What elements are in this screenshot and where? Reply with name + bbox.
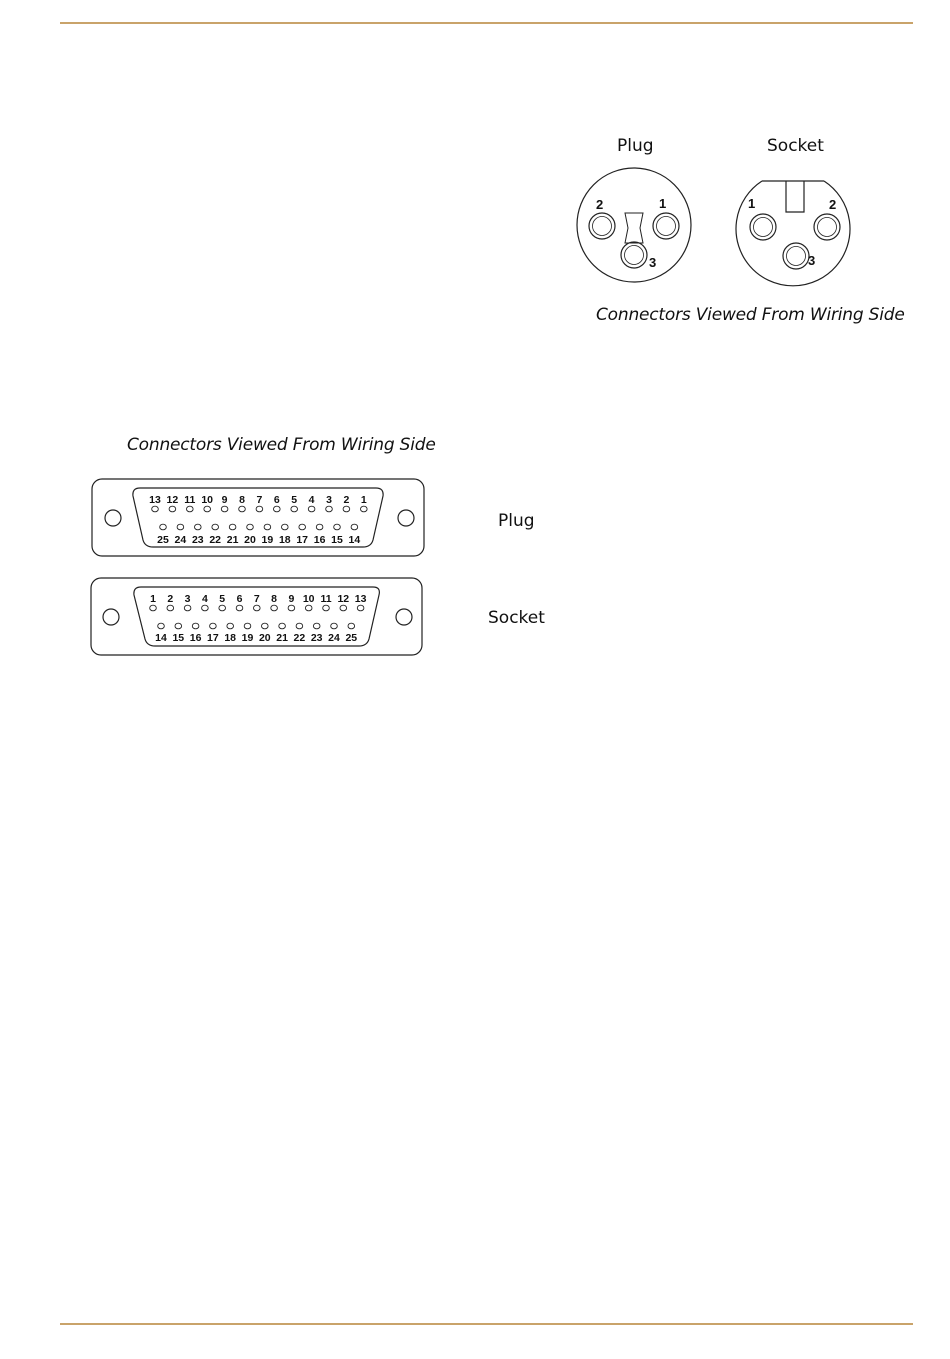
dsub-socket-bottom-pin-hole	[158, 623, 165, 629]
dsub-socket-bottom-pin-hole	[210, 623, 217, 629]
dsub-plug-top-pin-hole	[221, 506, 228, 512]
dsub-socket-top-pin-hole	[357, 605, 364, 611]
dsub-plug-top-pin-number: 9	[221, 494, 228, 506]
dsub-socket-top-pin-hole	[340, 605, 347, 611]
dsub-socket-bottom-pin-number: 20	[258, 632, 271, 644]
xlr-plug-key	[625, 213, 643, 243]
dsub-plug-top-pin-hole	[274, 506, 281, 512]
dsub-socket-bottom-pin-hole	[279, 623, 286, 629]
dsub-socket-top-pin-number: 9	[288, 593, 295, 605]
dsub-plug-top-pin-number: 13	[149, 494, 161, 506]
dsub-socket-top-pin-hole	[271, 605, 278, 611]
dsub-socket-bottom-pin-number: 23	[310, 632, 323, 644]
dsub-socket-top-pin-hole	[288, 605, 295, 611]
dsub-plug-top-pin-number: 10	[201, 494, 214, 506]
dsub-plug-mount-left	[105, 510, 121, 526]
dsub-plug-top-pin-hole	[239, 506, 246, 512]
dsub-plug-bottom-pin-hole	[195, 524, 202, 530]
dsub-caption: Connectors Viewed From Wiring Side	[127, 435, 436, 455]
dsub-socket-top-pin-number: 11	[320, 593, 332, 605]
dsub-socket-bottom-pin-hole	[262, 623, 269, 629]
dsub-plug-top-pin-hole	[343, 506, 350, 512]
dsub-socket-bottom-pin-number: 21	[276, 632, 288, 644]
dsub-plug-bottom-pin-hole	[160, 524, 167, 530]
dsub-plug-top-pin-number: 7	[256, 494, 263, 506]
xlr-socket-label: Socket	[767, 136, 824, 156]
dsub-plug-top-pin-number: 3	[326, 494, 332, 506]
dsub-plug-bottom-pin-hole	[316, 524, 323, 530]
dsub-plug-top-pin-hole	[326, 506, 333, 512]
dsub-socket-connector	[91, 578, 422, 655]
dsub-plug-top-pin-hole	[291, 506, 298, 512]
dsub-plug-bottom-pin-number: 25	[157, 534, 169, 546]
dsub-plug-connector	[92, 479, 424, 556]
dsub-socket-bottom-pin-hole	[175, 623, 182, 629]
dsub-plug-top-pin-hole	[204, 506, 211, 512]
dsub-socket-bottom-pin-hole	[331, 623, 338, 629]
dsub-socket-top-pin-number: 4	[201, 593, 208, 605]
dsub-socket-bottom-pin-number: 15	[172, 632, 185, 644]
xlr-socket-num-3: 3	[808, 253, 816, 268]
dsub-plug-bottom-pin-number: 19	[261, 534, 274, 546]
dsub-plug-bottom-pin-hole	[334, 524, 341, 530]
dsub-plug-bottom-pin-hole	[177, 524, 184, 530]
dsub-plug-top-pin-hole	[308, 506, 315, 512]
dsub-plug-bottom-pin-hole	[282, 524, 289, 530]
dsub-socket-top-pin-number: 8	[271, 593, 278, 605]
dsub-plug-bottom-pin-number: 22	[209, 534, 222, 546]
dsub-socket-bottom-pin-number: 22	[293, 632, 306, 644]
dsub-socket-bottom-pin-hole	[296, 623, 303, 629]
xlr-socket-key	[786, 181, 804, 212]
dsub-plug-top-pin-hole	[169, 506, 176, 512]
dsub-plug-bottom-pin-number: 23	[191, 534, 204, 546]
xlr-plug-num-2: 2	[596, 197, 604, 212]
dsub-socket-top-pin-hole	[236, 605, 243, 611]
dsub-plug-bottom-pin-hole	[299, 524, 306, 530]
dsub-socket-bottom-pin-number: 25	[345, 632, 358, 644]
dsub-socket-top-pin-hole	[219, 605, 226, 611]
dsub-socket-top-pin-number: 6	[236, 593, 243, 605]
dsub-socket-pins	[150, 593, 367, 644]
xlr-plug-num-1: 1	[659, 196, 667, 211]
xlr-socket-num-1: 1	[748, 196, 756, 211]
dsub-plug-top-pin-number: 6	[273, 494, 280, 506]
dsub-plug-top-pin-number: 2	[343, 494, 350, 506]
xlr-caption: Connectors Viewed From Wiring Side	[596, 305, 905, 325]
dsub-plug-bottom-pin-number: 24	[174, 534, 187, 546]
dsub-socket-top-pin-number: 10	[302, 593, 315, 605]
dsub-socket-top-pin-number: 1	[150, 593, 156, 605]
xlr-socket-num-2: 2	[829, 197, 837, 212]
dsub-plug-top-pin-number: 8	[239, 494, 245, 506]
dsub-socket-mount-left	[103, 609, 119, 625]
dsub-plug-pins	[149, 494, 367, 546]
dsub-plug-top-pin-hole	[361, 506, 368, 512]
dsub-plug-top-pin-number: 12	[166, 494, 179, 506]
dsub-socket-top-pin-number: 13	[354, 593, 367, 605]
dsub-socket-top-pin-number: 12	[337, 593, 350, 605]
dsub-plug-bottom-pin-hole	[264, 524, 271, 530]
dsub-socket-bottom-pin-hole	[313, 623, 320, 629]
dsub-plug-mount-right	[398, 510, 414, 526]
dsub-plug-top-pin-hole	[152, 506, 159, 512]
dsub-socket-top-pin-hole	[150, 605, 157, 611]
dsub-plug-bottom-pin-hole	[351, 524, 358, 530]
dsub-socket-top-pin-hole	[184, 605, 191, 611]
dsub-plug-shell	[92, 479, 424, 556]
dsub-plug-top-pin-hole	[187, 506, 194, 512]
dsub-plug-bottom-pin-number: 15	[331, 534, 343, 546]
dsub-plug-bottom-pin-hole	[247, 524, 254, 530]
dsub-socket-shell	[91, 578, 422, 655]
dsub-socket-bottom-pin-hole	[192, 623, 199, 629]
dsub-socket-bottom-pin-hole	[227, 623, 234, 629]
dsub-plug-label: Plug	[498, 511, 535, 531]
dsub-plug-top-pin-number: 5	[291, 494, 298, 506]
dsub-socket-top-pin-number: 5	[219, 593, 226, 605]
dsub-plug-top-pin-number: 11	[184, 494, 196, 506]
dsub-socket-top-pin-number: 2	[167, 593, 174, 605]
dsub-socket-top-pin-hole	[323, 605, 330, 611]
dsub-socket-bottom-pin-number: 18	[224, 632, 237, 644]
dsub-socket-top-pin-number: 7	[253, 593, 260, 605]
xlr-plug-connector	[577, 168, 691, 282]
dsub-socket-bottom-pin-hole	[348, 623, 355, 629]
dsub-socket-bottom-pin-number: 19	[241, 632, 254, 644]
dsub-socket-label: Socket	[488, 608, 545, 628]
dsub-socket-bottom-pin-number: 16	[189, 632, 202, 644]
dsub-plug-top-pin-hole	[256, 506, 263, 512]
dsub-socket-top-pin-hole	[253, 605, 260, 611]
dsub-plug-top-pin-number: 4	[308, 494, 315, 506]
dsub-socket-bottom-pin-number: 14	[155, 632, 167, 644]
dsub-plug-bottom-pin-hole	[229, 524, 236, 530]
dsub-plug-bottom-pin-number: 21	[226, 534, 239, 546]
dsub-plug-bottom-pin-number: 20	[244, 534, 256, 546]
dsub-socket-bottom-pin-hole	[244, 623, 251, 629]
dsub-socket-top-pin-hole	[305, 605, 312, 611]
dsub-plug-bottom-pin-number: 18	[278, 534, 291, 546]
dsub-plug-bottom-pin-number: 17	[296, 534, 309, 546]
xlr-plug-num-3: 3	[649, 255, 657, 270]
dsub-socket-top-pin-number: 3	[184, 593, 191, 605]
dsub-plug-bottom-pin-hole	[212, 524, 219, 530]
dsub-socket-top-pin-hole	[202, 605, 209, 611]
dsub-socket-top-pin-hole	[167, 605, 174, 611]
dsub-socket-mount-right	[396, 609, 412, 625]
dsub-plug-bottom-pin-number: 16	[313, 534, 326, 546]
xlr-plug-label: Plug	[617, 136, 654, 156]
dsub-plug-bottom-pin-number: 14	[348, 534, 361, 546]
dsub-socket-bottom-pin-number: 17	[207, 632, 219, 644]
dsub-socket-bottom-pin-number: 24	[328, 632, 340, 644]
footer-rule	[60, 1323, 913, 1325]
dsub-plug-top-pin-number: 1	[360, 494, 367, 506]
